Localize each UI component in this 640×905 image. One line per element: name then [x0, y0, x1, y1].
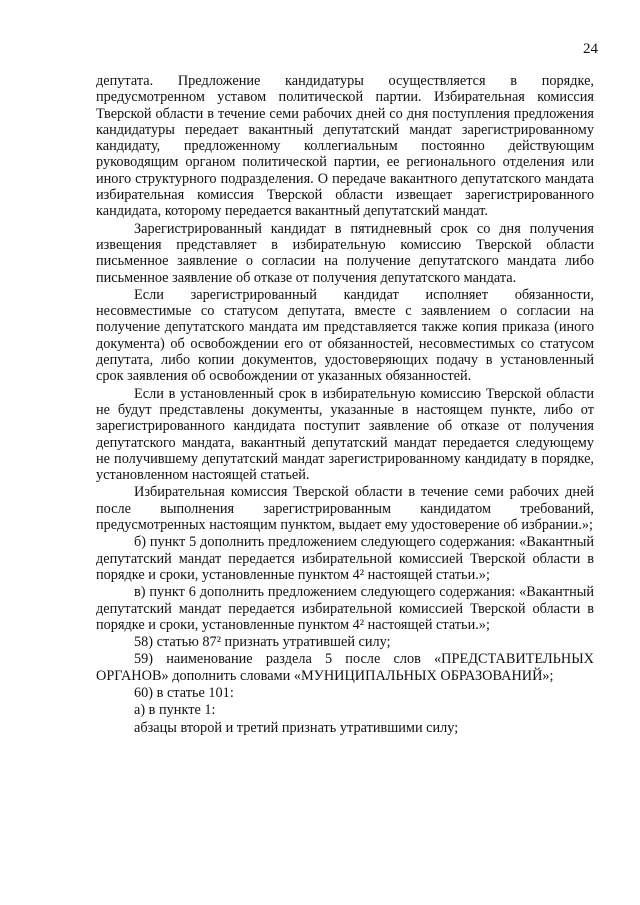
paragraph: 60) в статье 101: — [134, 684, 234, 701]
paragraph: б) пункт 5 дополнить предложением следующего содержания: «Вакантный депутатский мандат передается избирательной комиссией Тверской области в порядке и сроки, установленные пунктом 4² настоящей статьи.»; — [96, 534, 594, 583]
paragraph: а) в пункте 1: — [134, 702, 216, 719]
paragraph: Если в установленный срок в избирательную комиссию Тверской области не будут представлены документы, указанные в настоящем пункте, либо от зарегистрированного кандидата поступит заявление об отказе от получения депутатского мандата, вакантный депутатский мандат передается следующему не получившему депутатский мандат зарегистрированному кандидату в порядке, установленном настоящей статьей. — [96, 385, 594, 484]
paragraph: Если зарегистрированный кандидат исполняет обязанности, несовместимые со статусом депутата, вместе с заявлением о согласии на получение депутатского мандата им представляется также копия приказа (иного документа) об освобождении его от обязанностей, несовместимых со статусом депутата, либо копии документов, удостоверяющих подачу в установленный срок заявления об освобождении от указанных обязанностей. — [96, 286, 594, 385]
paragraph: абзацы второй и третий признать утратившими силу; — [134, 719, 459, 736]
paragraph: депутата. Предложение кандидатуры осуществляется в порядке, предусмотренном уставом политической партии. Избирательная комиссия Тверской области в течение семи рабочих дней со дня поступления предложения кандидатуры передает вакантный депутатский мандат зарегистрированному кандидату, предложенному коллегиальным постоянно действующим руководящим органом политической партии, ее регионального отделения или иного структурного подразделения. О передаче вакантного депутатского мандата избирательная комиссия Тверской области извещает зарегистрированного кандидата, которому передается вакантный депутатский мандат. — [96, 73, 594, 220]
paragraph: 59) наименование раздела 5 после слов «ПРЕДСТАВИТЕЛЬНЫХ ОРГАНОВ» дополнить словами «МУНИЦИПАЛЬНЫХ ОБРАЗОВАНИЙ»; — [96, 651, 594, 684]
paragraph: Зарегистрированный кандидат в пятидневный срок со дня получения извещения представляет в избирательную комиссию Тверской области письменное заявление о согласии на получение депутатского мандата либо письменное заявление об отказе от получения депутатского мандата. — [96, 220, 594, 286]
paragraph: Избирательная комиссия Тверской области в течение семи рабочих дней после выполнения зарегистрированным кандидатом требований, предусмотренных настоящим пунктом, выдает ему удостоверение об избрании.»; — [96, 484, 594, 534]
paragraph: 58) статью 87² признать утратившей силу; — [134, 634, 391, 651]
paragraph: в) пункт 6 дополнить предложением следующего содержания: «Вакантный депутатский мандат передается избирательной комиссией Тверской области в порядке и сроки, установленные пунктом 4² настоящей статьи.»; — [96, 584, 594, 633]
document-body — [96, 73, 594, 736]
page-number: 24 — [583, 41, 598, 57]
